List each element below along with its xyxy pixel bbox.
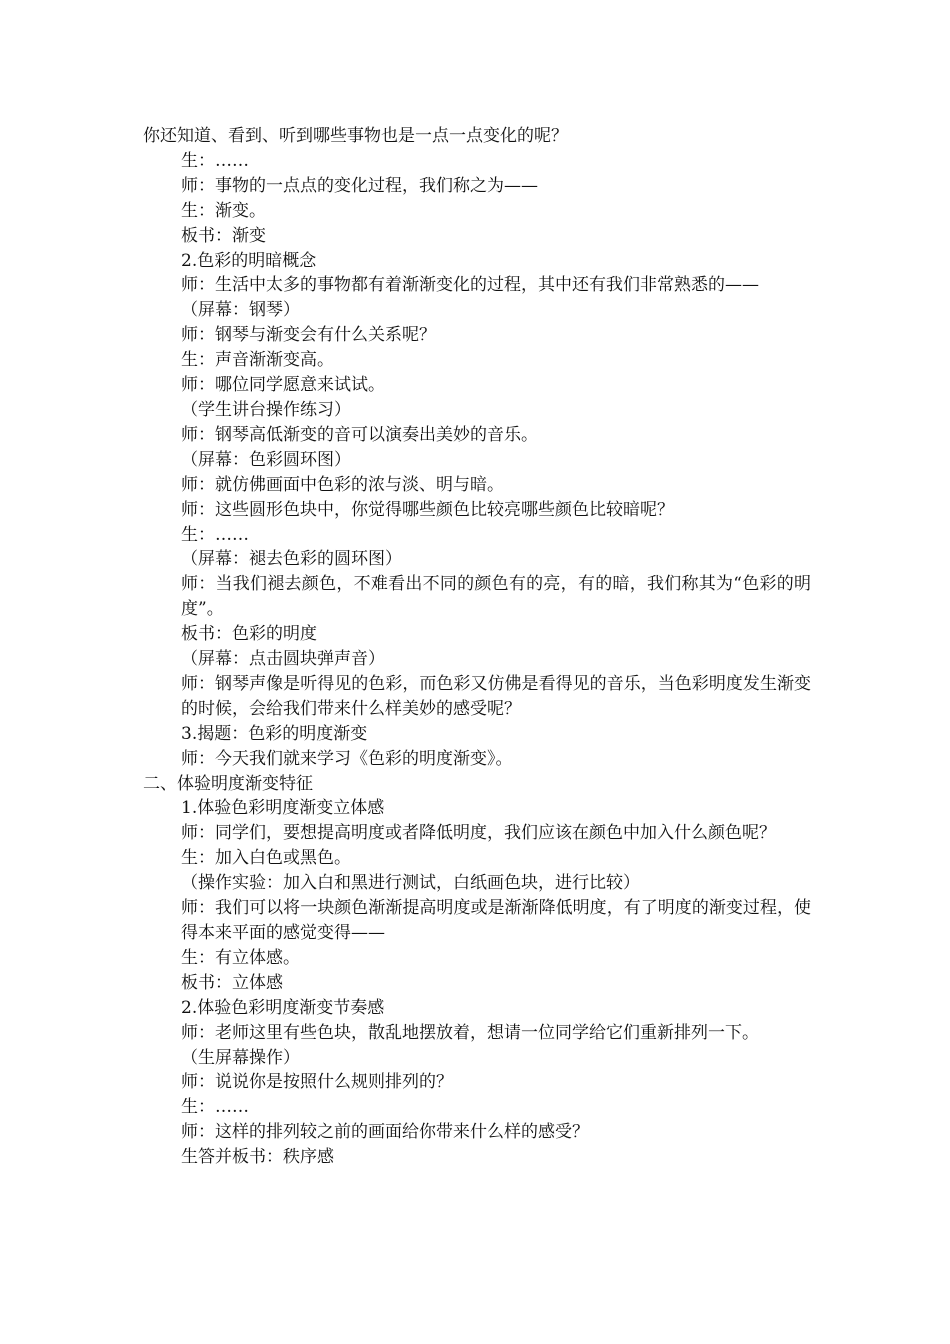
text-line: 师：钢琴声像是听得见的色彩，而色彩又仿佛是看得见的音乐，当色彩明度发生渐变的时候，会给我们带来什么样美妙的感受呢？: [181, 673, 811, 719]
text-line: 师：我们可以将一块颜色渐渐提高明度或是渐渐降低明度，有了明度的渐变过程，使得本来平面的感觉变得——: [181, 898, 811, 943]
document-body: [143, 124, 811, 1170]
text-line: 生：……: [181, 150, 249, 171]
text-line: 二、体验明度渐变特征: [143, 773, 313, 794]
text-line: 生：……: [181, 524, 249, 545]
text-line: 师：这些圆形色块中，你觉得哪些颜色比较亮哪些颜色比较暗呢？: [181, 499, 674, 520]
text-line: 板书：色彩的明度: [181, 624, 317, 645]
text-line: 师：生活中太多的事物都有着渐渐变化的过程，其中还有我们非常熟悉的——: [181, 275, 759, 296]
text-line: 2.体验色彩明度渐变节奏感: [181, 997, 385, 1018]
text-line: （屏幕：色彩圆环图）: [181, 449, 351, 470]
text-line: 师：当我们褪去颜色，不难看出不同的颜色有的亮，有的暗，我们称其为“色彩的明度”。: [181, 574, 811, 620]
text-line: （学生讲台操作练习）: [181, 399, 351, 420]
text-line: 生：有立体感。: [181, 947, 300, 968]
text-line: （屏幕：点击圆块弹声音）: [181, 649, 385, 670]
text-line: 1.体验色彩明度渐变立体感: [181, 798, 385, 819]
text-line: 师：老师这里有些色块，散乱地摆放着，想请一位同学给它们重新排列一下。: [181, 1022, 759, 1043]
text-line: 师：事物的一点点的变化过程，我们称之为——: [181, 175, 538, 196]
text-line: （操作实验：加入白和黑进行测试，白纸画色块，进行比较）: [181, 873, 640, 894]
text-line: 师：哪位同学愿意来试试。: [181, 375, 385, 396]
text-line: 生：加入白色或黑色。: [181, 848, 351, 869]
text-line: 你还知道、看到、听到哪些事物也是一点一点变化的呢？: [143, 126, 568, 146]
text-line: 师：钢琴高低渐变的音可以演奏出美妙的音乐。: [181, 424, 538, 445]
text-line: 3.揭题：色彩的明度渐变: [181, 723, 368, 744]
text-line: 师：同学们，要想提高明度或者降低明度，我们应该在颜色中加入什么颜色呢？: [181, 823, 776, 844]
text-line: 生：声音渐渐变高。: [181, 350, 334, 371]
text-line: 生：渐变。: [181, 200, 266, 221]
text-line: 生：……: [181, 1097, 249, 1118]
text-line: 板书：立体感: [181, 972, 283, 993]
text-line: 师：今天我们就来学习《色彩的明度渐变》。: [181, 748, 513, 769]
text-line: 板书：渐变: [181, 225, 266, 246]
text-line: （屏幕：褪去色彩的圆环图）: [181, 549, 402, 570]
text-line: 2.色彩的明暗概念: [181, 250, 317, 271]
text-line: 师：说说你是按照什么规则排列的？: [181, 1072, 453, 1093]
text-line: （生屏幕操作）: [181, 1047, 300, 1068]
text-line: （屏幕：钢琴）: [181, 300, 300, 321]
text-line: 师：就仿佛画面中色彩的浓与淡、明与暗。: [181, 474, 504, 495]
text-line: 师：这样的排列较之前的画面给你带来什么样的感受？: [181, 1122, 589, 1143]
text-line: 师：钢琴与渐变会有什么关系呢？: [181, 325, 436, 346]
text-line: 生答并板书：秩序感: [181, 1147, 334, 1168]
